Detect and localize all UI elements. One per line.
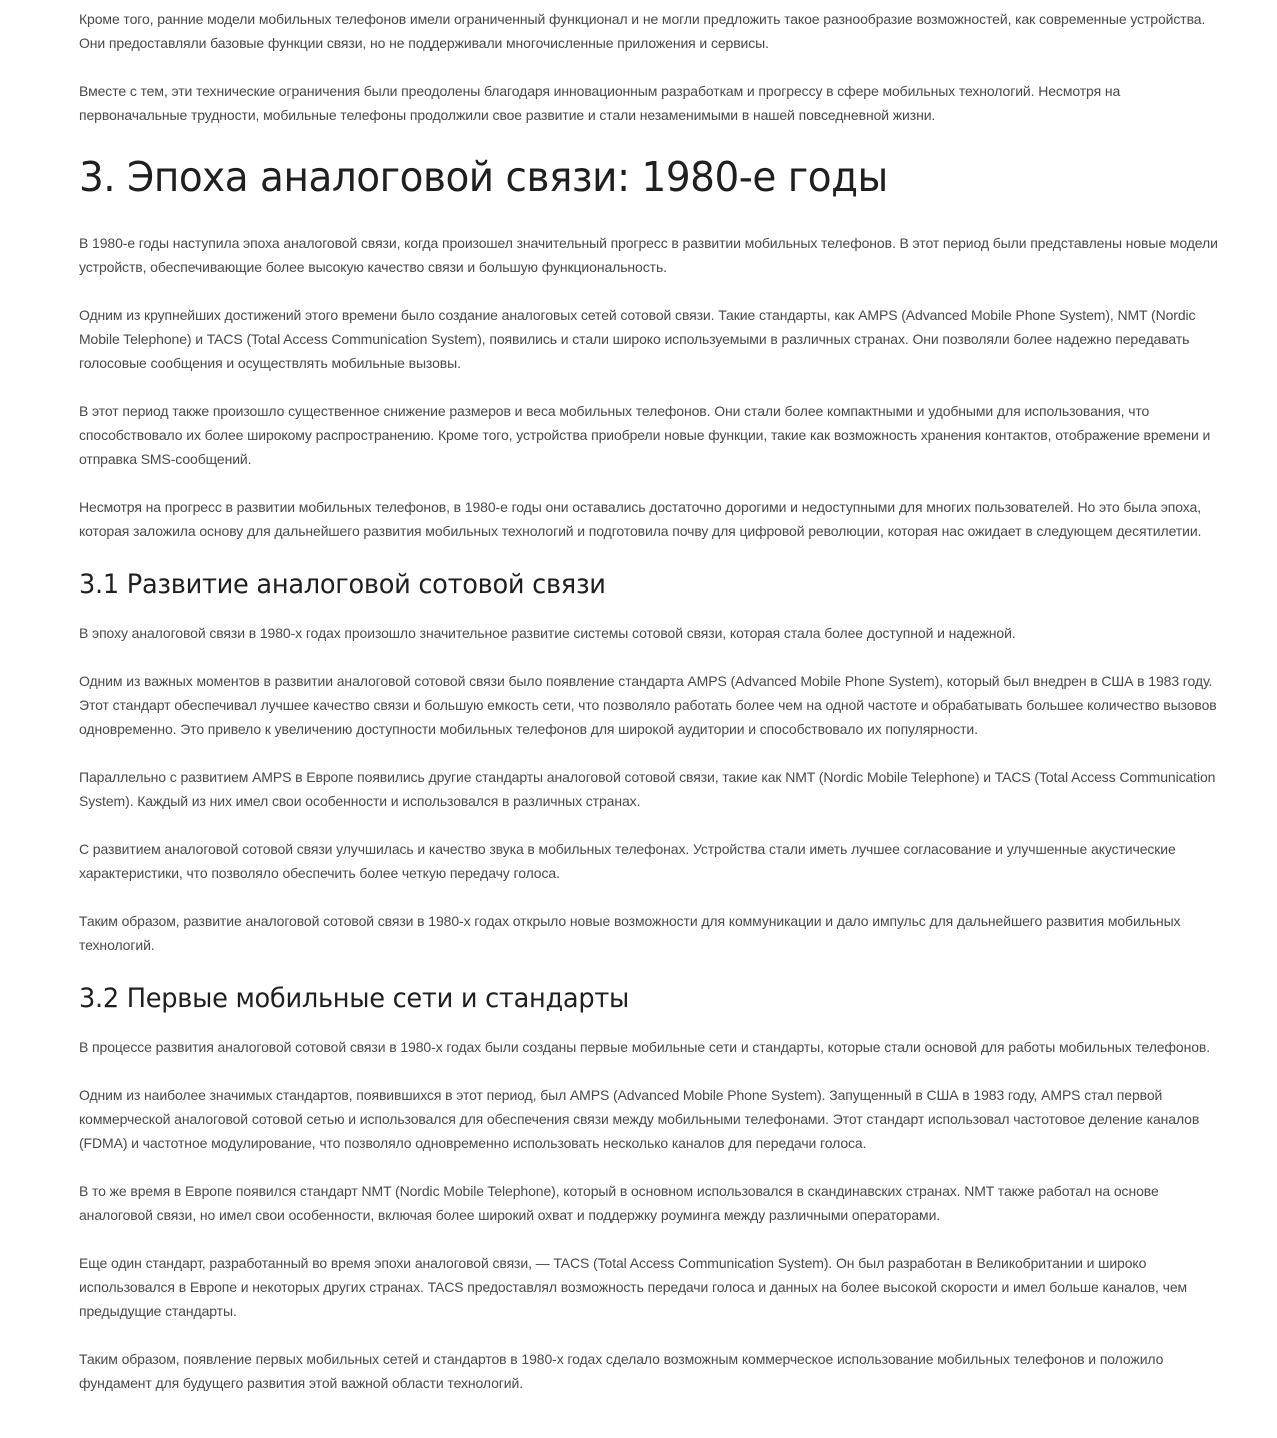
paragraph: С развитием аналоговой сотовой связи улучшилась и качество звука в мобильных телефонах. Устройства стали иметь лучшее согласование и улучшенные акустические характеристики, что позволяло обеспечить более четкую передачу голоса. (79, 841, 1176, 881)
paragraph: Еще один стандарт, разработанный во время эпохи аналоговой связи, — TACS (Total Access Communication System). Он был разработан в Великобритании и широко использовался в Европе и некоторых других странах. TACS предоставлял возможность передачи голоса и данных на более высокой скорости и имел больше каналов, чем предыдущие стандарты. (79, 1255, 1188, 1319)
paragraph: Одним из наиболее значимых стандартов, появившихся в этот период, был AMPS (Advanced Mobile Phone System). Запущенный в США в 1983 году, AMPS стал первой коммерческой аналоговой сотовой сетью и использовался для обеспечения связи между мобильными телефонами. Этот стандарт использовал частотовое деление каналов (FDMA) и частотное модулирование, что позволяло одновременно использовать несколько каналов для передачи голоса. (79, 1087, 1200, 1151)
paragraph: В этот период также произошло существенное снижение размеров и веса мобильных телефонов. Они стали более компактными и удобными для использования, что способствовало их более широкому распространению. Кроме того, устройства приобрели новые функции, такие как возможность хранения контактов, отображение времени и отправка SMS-сообщений. (79, 403, 1211, 467)
paragraph: Одним из важных моментов в развитии аналоговой сотовой связи было появление стандарта AMPS (Advanced Mobile Phone System), который был внедрен в США в 1983 году. Этот стандарт обеспечивал лучшее качество связи и большую емкость сети, что позволяло работать более чем на одной частоте и обрабатывать большее количество вызовов одновременно. Это привело к увеличению доступности мобильных телефонов для широкой аудитории и способствовало их популярности. (79, 673, 1217, 737)
subsection-heading: 3.1 Развитие аналоговой сотовой связи (79, 569, 606, 600)
subsection-heading: 3.2 Первые мобильные сети и стандарты (79, 983, 629, 1014)
paragraph: Параллельно с развитием AMPS в Европе появились другие стандарты аналоговой сотовой связи, такие как NMT (Nordic Mobile Telephone) и TACS (Total Access Communication System). Каждый из них имел свои особенности и использовался в различных странах. (79, 769, 1216, 809)
paragraph: Кроме того, ранние модели мобильных телефонов имели ограниченный функционал и не могли предложить такое разнообразие возможностей, как современные устройства. Они предоставляли базовые функции связи, но не поддерживали многочисленные приложения и сервисы. (79, 11, 1206, 51)
paragraph: В процессе развития аналоговой сотовой связи в 1980-х годах были созданы первые мобильные сети и стандарты, которые стали основой для работы мобильных телефонов. (79, 1039, 1211, 1055)
paragraph: В эпоху аналоговой связи в 1980-х годах произошло значительное развитие системы сотовой связи, которая стала более доступной и надежной. (79, 625, 1016, 641)
paragraph: Одним из крупнейших достижений этого времени было создание аналоговых сетей сотовой связи. Такие стандарты, как AMPS (Advanced Mobile Phone System), NMT (Nordic Mobile Telephone) и TACS (Total Access Communication System), появились и стали широко используемыми в различных странах. Они позволяли более надежно передавать голосовые сообщения и осуществлять мобильные вызовы. (79, 307, 1196, 371)
paragraph: В то же время в Европе появился стандарт NMT (Nordic Mobile Telephone), который в основном использовался в скандинавских странах. NMT также работал на основе аналоговой связи, но имел свои особенности, включая более широкий охват и поддержку роуминга между различными операторами. (79, 1183, 1159, 1223)
paragraph: Несмотря на прогресс в развитии мобильных телефонов, в 1980-е годы они оставались достаточно дорогими и недоступными для многих пользователей. Но это была эпоха, которая заложила основу для дальнейшего развития мобильных технологий и подготовила почву для цифровой революции, которая нас ожидает в следующем десятилетии. (79, 499, 1202, 539)
article-content (79, 7, 1219, 1419)
paragraph: Таким образом, развитие аналоговой сотовой связи в 1980-х годах открыло новые возможности для коммуникации и дало импульс для дальнейшего развития мобильных технологий. (79, 913, 1181, 953)
paragraph: Таким образом, появление первых мобильных сетей и стандартов в 1980-х годах сделало возможным коммерческое использование мобильных телефонов и положило фундамент для будущего развития этой важной области технологий. (79, 1351, 1164, 1391)
paragraph: В 1980-е годы наступила эпоха аналоговой связи, когда произошел значительный прогресс в развитии мобильных телефонов. В этот период были представлены новые модели устройств, обеспечивающие более высокую качество связи и большую функциональность. (79, 235, 1218, 275)
section-heading: 3. Эпоха аналоговой связи: 1980-е годы (79, 153, 888, 201)
paragraph: Вместе с тем, эти технические ограничения были преодолены благодаря инновационным разработкам и прогрессу в сфере мобильных технологий. Несмотря на первоначальные трудности, мобильные телефоны продолжили свое развитие и стали незаменимыми в нашей повседневной жизни. (79, 83, 1121, 123)
